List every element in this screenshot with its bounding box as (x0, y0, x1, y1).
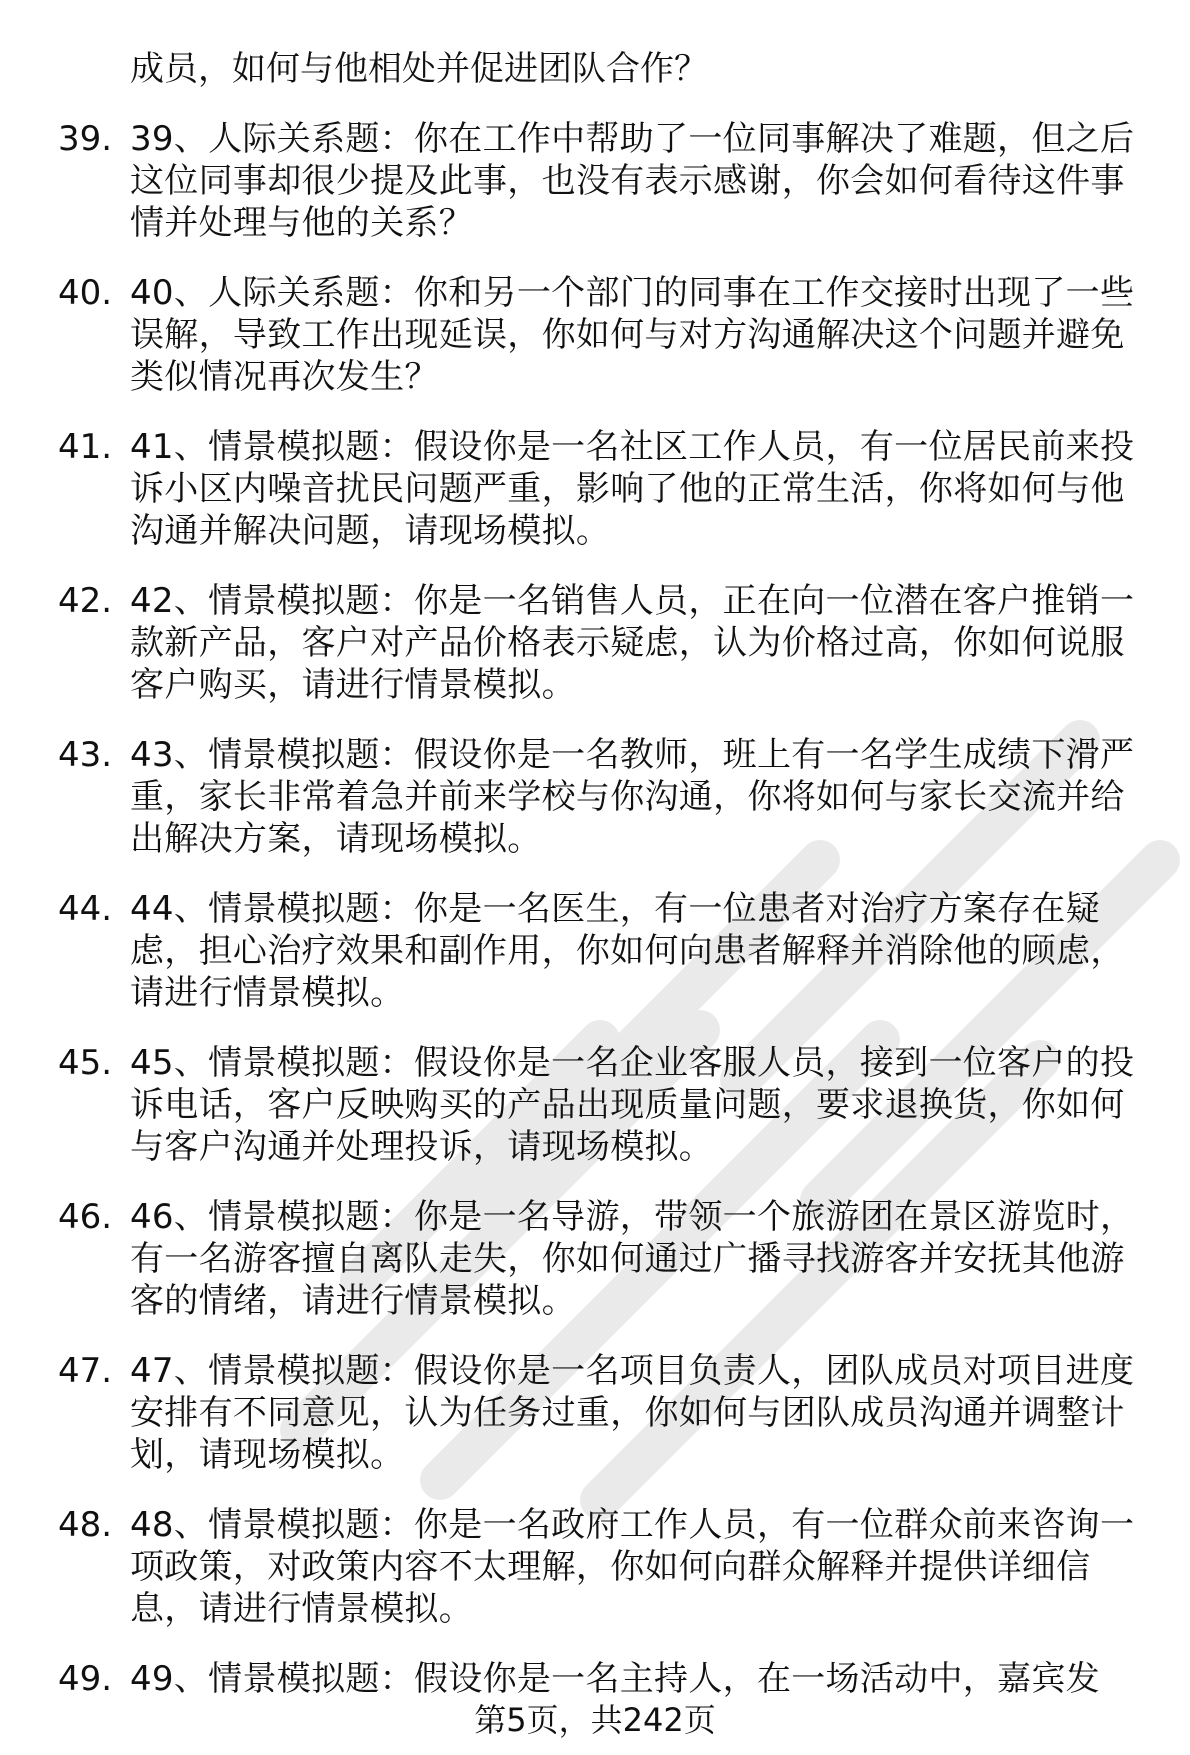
question-text: 42、情景模拟题：你是一名销售人员，正在向一位潜在客户推销一款新产品，客户对产品价格表示疑虑，认为价格过高，你如何说服客户购买，请进行情景模拟。 (130, 581, 1135, 705)
question-number: 48. (58, 1505, 113, 1545)
question-text: 48、情景模拟题：你是一名政府工作人员，有一位群众前来咨询一项政策，对政策内容不太理解，你如何向群众解释并提供详细信息，请进行情景模拟。 (130, 1505, 1135, 1629)
list-item (0, 1504, 1190, 1630)
list-item (0, 272, 1190, 398)
question-text: 41、情景模拟题：假设你是一名社区工作人员，有一位居民前来投诉小区内噪音扰民问题严重，影响了他的正常生活，你将如何与他沟通并解决问题，请现场模拟。 (130, 427, 1135, 551)
list-item (0, 426, 1190, 552)
question-text: 45、情景模拟题：假设你是一名企业客服人员，接到一位客户的投诉电话，客户反映购买的产品出现质量问题，要求退换货，你如何与客户沟通并处理投诉，请现场模拟。 (130, 1043, 1135, 1167)
question-number: 39. (58, 119, 113, 159)
list-item (0, 1042, 1190, 1168)
question-text: 39、人际关系题：你在工作中帮助了一位同事解决了难题，但之后这位同事却很少提及此事，也没有表示感谢，你会如何看待这件事情并处理与他的关系？ (130, 119, 1135, 243)
question-number: 46. (58, 1197, 113, 1237)
page-footer: 第5页，共242页 (474, 1701, 716, 1739)
list-item (0, 1196, 1190, 1322)
question-number: 41. (58, 427, 113, 467)
question-text: 44、情景模拟题：你是一名医生，有一位患者对治疗方案存在疑虑，担心治疗效果和副作用，你如何向患者解释并消除他的顾虑，请进行情景模拟。 (130, 889, 1125, 1013)
question-text: 49、情景模拟题：假设你是一名主持人，在一场活动中，嘉宾发 (130, 1659, 1100, 1699)
list-item (0, 1658, 1190, 1700)
question-text: 46、情景模拟题：你是一名导游，带领一个旅游团在景区游览时，有一名游客擅自离队走失，你如何通过广播寻找游客并安抚其他游客的情绪，请进行情景模拟。 (130, 1197, 1135, 1321)
question-text: 47、情景模拟题：假设你是一名项目负责人，团队成员对项目进度安排有不同意见，认为任务过重，你如何与团队成员沟通并调整计划，请现场模拟。 (130, 1351, 1135, 1475)
question-number: 49. (58, 1659, 113, 1699)
question-number: 40. (58, 273, 113, 313)
question-text: 40、人际关系题：你和另一个部门的同事在工作交接时出现了一些误解，导致工作出现延误，你如何与对方沟通解决这个问题并避免类似情况再次发生？ (130, 273, 1135, 397)
list-item (0, 118, 1190, 244)
question-number: 47. (58, 1351, 113, 1391)
question-number: 42. (58, 581, 113, 621)
list-item (0, 734, 1190, 860)
question-number: 45. (58, 1043, 113, 1083)
question-number: 43. (58, 735, 113, 775)
question-text: 43、情景模拟题：假设你是一名教师，班上有一名学生成绩下滑严重，家长非常着急并前来学校与你沟通，你将如何与家长交流并给出解决方案，请现场模拟。 (130, 735, 1135, 859)
question-list (0, 118, 1190, 1728)
continuation-text: 成员，如何与他相处并促进团队合作？ (130, 49, 708, 89)
question-number: 44. (58, 889, 113, 929)
list-item (0, 1350, 1190, 1476)
list-item (0, 580, 1190, 706)
list-item (0, 888, 1190, 1014)
